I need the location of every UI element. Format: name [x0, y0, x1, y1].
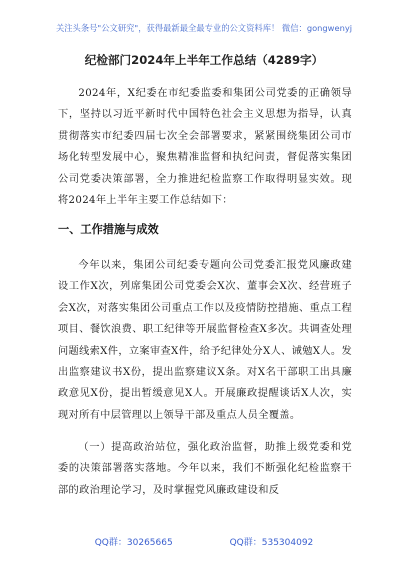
- header-watermark: 关注头条号"公文研究"，获得最新最全最专业的公文资料库！ 微信：gongwenyj: [55, 23, 353, 33]
- body-paragraph-2: （一）提高政治站位，强化政治监督，助推上级党委和党委的决策部署落实落地。今年以来，我们不断强化纪检监察干部的政治理论学习，及时掌握党风廉政建设和反: [58, 442, 352, 496]
- footer-qq-group-2: QQ群：535304092: [229, 538, 314, 548]
- body-paragraph-1: 今年以来，集团公司纪委专题向公司党委汇报党风廉政建设工作X次，列席集团公司党委会X次、董事会X次、经营班子会X次，对落实集团公司重点工作以及疫情防控措施、重点工程项目、餐饮浪费、职工纪律等开展监督检查X多次。共调查处理问题线索X件，立案审查X件，给予纪律处分X人、诫勉X人。发出监察建议书X份，提出监察建议X条。对X名干部职工出具廉政意见X份，提出暂缓意见X人。开展廉政提醒谈话X人次，实现对所有中层管理以上领导干部及重点人员全覆盖。: [58, 260, 352, 421]
- section-heading: 一、工作措施与成效: [58, 223, 159, 236]
- document-title: 纪检部门2024年上半年工作总结（4289字）: [84, 53, 324, 67]
- footer-contacts: [0, 535, 408, 548]
- intro-paragraph: 2024年，X纪委在市纪委监委和集团公司党委的正确领导下，坚持以习近平新时代中国特色社会主义思想为指导，认真贯彻落实市纪委四届七次全会部署要求，紧紧围绕集团公司市场化转型发展中心，聚焦精准监督和执纪问责，督促落实集团公司党委决策部署，全力推进纪检监察工作取得明显实效。现将2024年上半年主要工作总结如下：: [58, 88, 352, 207]
- footer-qq-group-1: QQ群：30265665: [94, 538, 173, 548]
